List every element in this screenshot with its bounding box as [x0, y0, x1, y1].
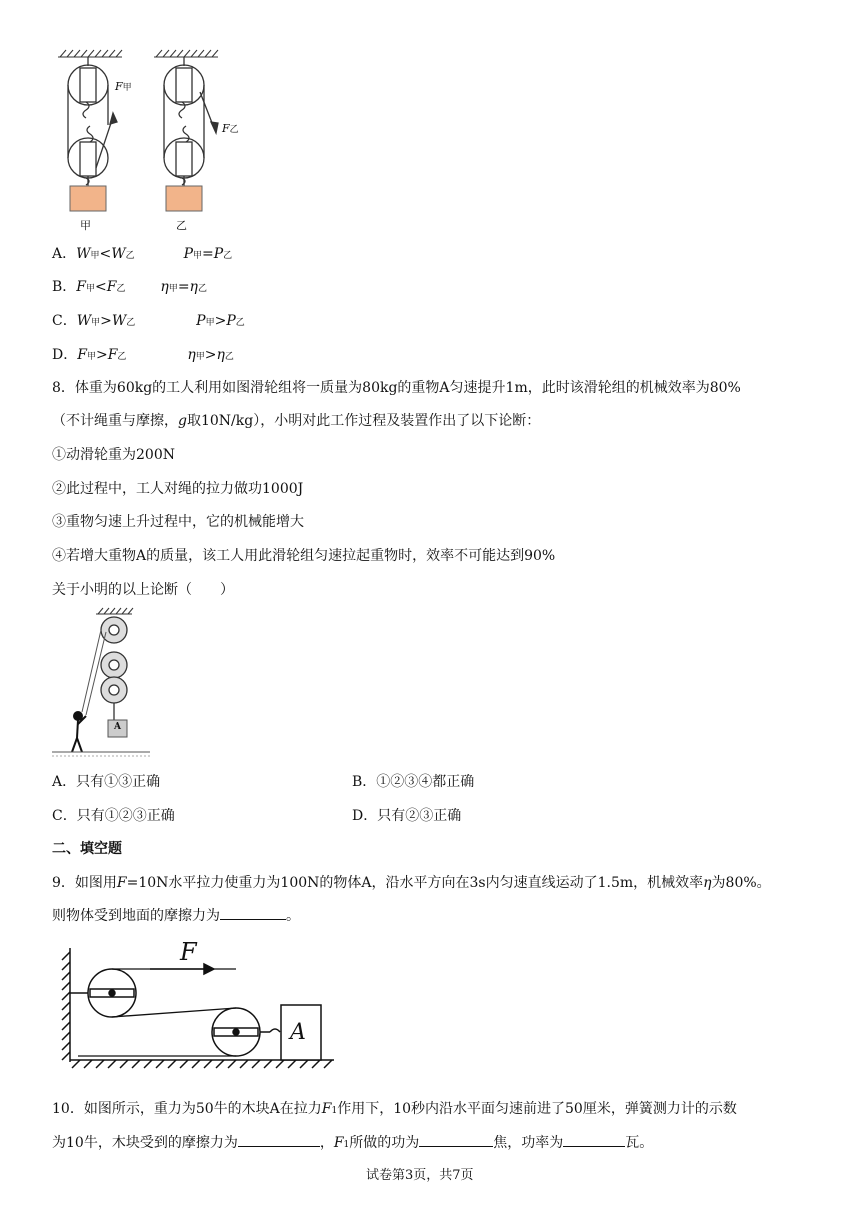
force-label-yi: F乙: [222, 122, 239, 135]
q8-statement-4: ④若增大重物A的质量，该工人用此滑轮组匀速拉起重物时，效率不可能达到90%: [52, 548, 556, 564]
q9-stem-line1: 9．如图用F=10N水平拉力使重力为100N的物体A，沿水平方向在3s内匀速直线运动了1.5m，机械效率η为80%。: [52, 875, 771, 891]
q8-stem-line2: （不计绳重与摩擦，g取10N/kg），小明对此工作过程及装置作出了以下论断：: [52, 413, 541, 429]
q7-option-b: B．F甲<F乙 η甲=η乙: [52, 279, 207, 295]
force-label-jia: F甲: [115, 80, 132, 93]
q8-option-d: D．只有②③正确: [352, 808, 462, 824]
answer-blank[interactable]: [419, 1132, 493, 1147]
q8-figure-label-a: A: [114, 722, 121, 732]
floor-q9: [70, 1060, 334, 1068]
q7-option-c: C．W甲>W乙 P甲>P乙: [52, 313, 245, 329]
q9-figure-block-label: A: [290, 1020, 306, 1045]
caption-jia: 甲: [80, 219, 91, 232]
answer-blank[interactable]: [238, 1132, 320, 1147]
moving-pulley-q9: [212, 1008, 280, 1056]
q8-statement-2: ②此过程中，工人对绳的拉力做功1000J: [52, 481, 304, 497]
q7-option-a: A．W甲<W乙 P甲=P乙: [52, 246, 233, 262]
q7-option-d: D．F甲>F乙 η甲>η乙: [52, 347, 234, 363]
wall-q9: [62, 948, 70, 1062]
q8-statement-3: ③重物匀速上升过程中，它的机械能增大: [52, 514, 304, 530]
section-heading-fill-in: 二、填空题: [52, 841, 122, 857]
caption-yi: 乙: [176, 219, 187, 232]
q8-option-b: B．①②③④都正确: [352, 774, 475, 790]
page-footer: 试卷第3页，共7页: [366, 1168, 474, 1183]
q8-statement-1: ①动滑轮重为200N: [52, 447, 175, 463]
q8-option-a: A．只有①③正确: [52, 774, 161, 790]
answer-blank[interactable]: [563, 1132, 625, 1147]
q9-stem-line2: 则物体受到地面的摩擦力为 。: [52, 905, 300, 925]
q8-stem-line1: 8．体重为60kg的工人利用如图滑轮组将一质量为80kg的重物A匀速提升1m，此时该滑轮组的机械效率为80%: [52, 380, 741, 396]
q9-figure-force-label: F: [180, 938, 197, 966]
q8-option-c: C．只有①②③正确: [52, 808, 175, 824]
q8-question: 关于小明的以上论断（ ）: [52, 582, 234, 598]
q10-stem-line2: 为10牛，木块受到的摩擦力为 ，F1所做的功为 焦，功率为 瓦。: [52, 1132, 653, 1152]
fixed-pulley-q9: [70, 969, 136, 1017]
q10-stem-line1: 10．如图所示，重力为50牛的木块A在拉力F1作用下，10秒内沿水平面匀速前进了50厘米，弹簧测力计的示数: [52, 1101, 737, 1117]
